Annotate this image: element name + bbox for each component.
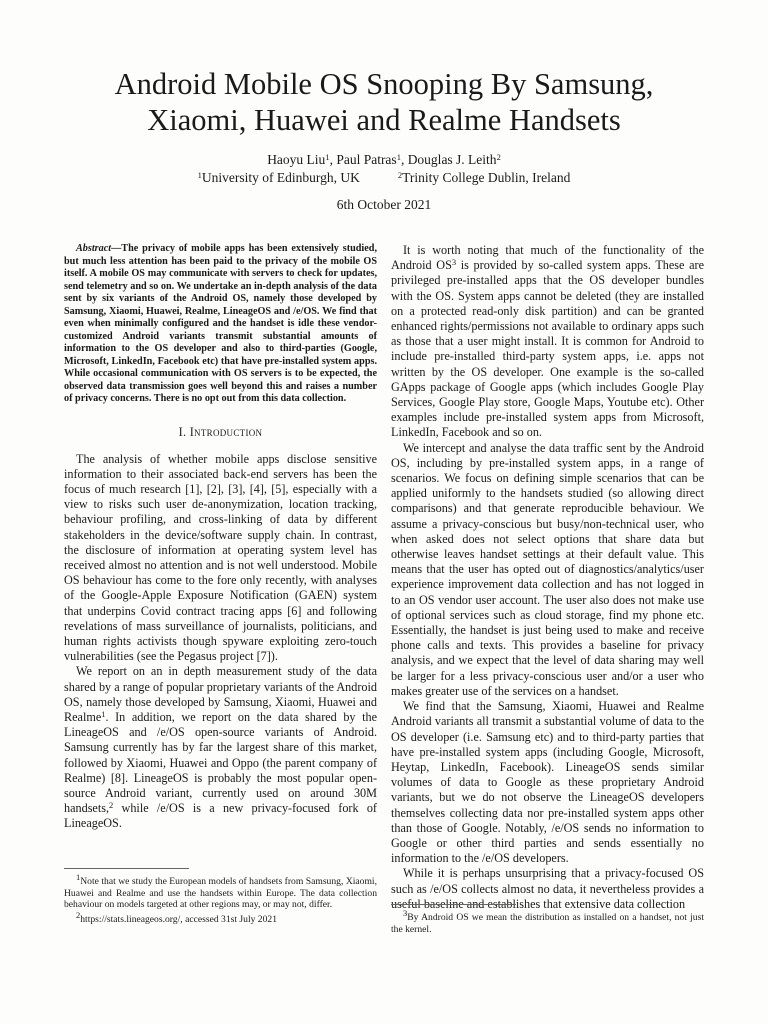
paragraph-text: is provided by so-called system apps. These are privileged pre-installed apps that the OS developer bundles with the OS. System apps cannot be deleted (they are installed on a protected read-only disk partition) and can be granted enhanced rights/permissions not available to ordinary apps such as those that a user might install. It is common for Android to include pre-installed third-party system apps, i.e. apps not written by the OS developer. One example is the so-called GApps package of Google apps (which includes Google Play Services, Google Play store, Google Maps, Youtube etc). Other examples include pre-installed system apps from Microsoft, LinkedIn, Facebook and so on.: [391, 258, 704, 440]
author-name: Paul Patras: [336, 152, 397, 167]
author-name: Douglas J. Leith: [407, 152, 497, 167]
footnote-mark: 3: [451, 257, 457, 268]
footnote: [64, 909, 377, 926]
title-line-1: Android Mobile OS Snooping By Samsung,: [114, 67, 654, 101]
left-column: [64, 243, 377, 832]
author-list: Haoyu Liu$^1$, Paul Patras$^1$, Douglas J. Leith$^2$: [267, 152, 501, 167]
footnote-text: https://stats.lineageos.org/, accessed 31st July 2021: [80, 913, 277, 925]
footnotes-left: [64, 868, 377, 928]
affiliations: [0, 169, 768, 186]
paper-date: 6th October 2021: [336, 197, 432, 212]
paragraph-text: It is worth noting that much of the functionality of the Android OS: [391, 243, 704, 273]
footnote-number: 1: [76, 872, 81, 882]
footnote: [64, 872, 377, 911]
abstract: [64, 243, 377, 406]
abstract-text: The privacy of mobile apps has been extensively studied, but much less attention has been paid to the privacy of the mobile OS itself. A mobile OS may communicate with servers to check for updates, send telemetry and so on. We undertake an in-depth analysis of the data sent by six variants of the Android OS, namely those developed by Samsung, Xiaomi, Huawei, Realme, LineageOS and /e/OS. We find that even when minimally configured and the handset is idle these vendor-customized Android variants transmit substantial amounts of information to the OS developer and also to third-parties (Google, Microsoft, LinkedIn, Facebook etc) that have pre-installed system apps. While occasional communication with OS servers is to be expected, the observed data transmission goes well beyond this and raises a number of privacy concerns. There is no opt out from this data collection.: [64, 243, 377, 404]
footnote-number: 3: [403, 908, 408, 918]
paragraph: The analysis of whether mobile apps disclose sensitive information to their associated back-end servers has been the focus of much research [1], [2], [3], [4], [5], especially with a view to risks such user de-anonymization, location tracking, behaviour profiling, and cross-linking of data by different stakeholders in the device/software supply chain. In contrast, the disclosure of information at operating system level has received almost no attention and is not well understood. Mobile OS behaviour has come to the fore only recently, with analyses of the Google-Apple Exposure Notification (GAEN) system that underpins Covid contract tracing apps [6] and following revelations of mass surveillance of journalists, politicians, and human rights activists though spyware exploiting zero-touch vulnerabilities (see the Pegasus project [7]).: [64, 451, 377, 664]
abstract-label: Abstract: [76, 243, 112, 254]
footnote-mark: 2: [109, 800, 114, 811]
title-line-2: Xiaomi, Huawei and Realme Handsets: [147, 103, 621, 137]
footnote-mark: 1: [101, 708, 106, 719]
paragraph-text: We report on an in depth measurement study of the data shared by a range of popular proprietary variants of the Android OS, namely those developed by Samsung, Xiaomi, Huawei and Realme: [64, 664, 377, 724]
right-column: [391, 243, 704, 912]
author-name: Haoyu Liu: [267, 152, 326, 167]
section-heading: I. Introduction: [178, 424, 263, 439]
author-affil-mark: 1: [396, 152, 401, 162]
paragraph: We find that the Samsung, Xiaomi, Huawei and Realme Android variants all transmit a substantial volume of data to the OS developer (i.e. Samsung etc) and to third-party parties that have pre-installed system apps (including Google, Microsoft, Heytap, LinkedIn, Facebook). LineageOS sends similar volumes of data to Google as these proprietary Android variants, but we do not observe the LineageOS developers themselves collecting data nor pre-installed system apps other than those of Google. Notably, /e/OS sends no information to Google or other third parties and sends essentially no information to the /e/OS developers.: [391, 699, 704, 866]
paragraph: While it is perhaps unsurprising that a privacy-focused OS such as /e/OS collects almost no data, it nevertheless provides a useful baseline and establishes that extensive data collection: [391, 866, 704, 911]
paragraph: We intercept and analyse the data traffic sent by the Android OS, including by pre-installed system apps, in a range of scenarios. We focus on defining simple scenarios that can be applied uniformly to the handsets studied (so allowing direct comparisons) and that generate reproducible behaviour. We assume a privacy-conscious but busy/non-technical user, who when asked does not select options that share data but otherwise leaves handset settings at their default value. This means that the user has opted out of diagnostics/analytics/user experience improvement data collection and has not logged in to an OS vendor user account. The user also does not make use of optional services such as cloud storage, find my phone etc. Essentially, the handset is just being used to make and receive phone calls and texts. This provides a baseline for privacy analysis, and we expect that the level of data sharing may well be larger for a less privacy-conscious user and/or a user who makes greater use of the services on a handset.: [391, 440, 704, 698]
affiliation: University of Edinburgh, UK: [201, 170, 360, 185]
author-affil-mark: 2: [496, 152, 501, 162]
author-affil-mark: 1: [325, 152, 330, 162]
paragraph: [64, 664, 377, 831]
footnote-text: Note that we study the European models of handsets from Samsung, Xiaomi, Huawei and Realme and use the handsets within Europe. The data collection behaviour on models targeted at other regions may, or may not, differ.: [64, 876, 377, 911]
footnote: [391, 908, 704, 935]
affil-mark: 2: [397, 170, 403, 180]
paper-title: [0, 66, 768, 138]
affil-mark: 1: [197, 170, 202, 180]
footnotes-right: [391, 904, 704, 938]
footnote-rule: [64, 868, 189, 869]
footnote-rule: [391, 904, 516, 905]
footnote-number: 2: [76, 909, 81, 920]
paragraph: [391, 243, 704, 441]
paragraph-text: . In addition, we report on the data shared by the LineageOS and /e/OS open-source variants of Android. Samsung currently has by far the largest share of this market, followed by Xiaomi, Huawei and Oppo (the parent company of Realme) [8]. LineageOS is probably the most popular open-source Android variant, currently used on around 30M handsets,: [64, 709, 377, 816]
footnote-text: By Android OS we mean the distribution as installed on a handset, not just the kernel.: [391, 912, 704, 935]
paragraph-text: while /e/OS is a new privacy-focused fork of LineageOS.: [64, 801, 377, 831]
affiliation: Trinity College Dublin, Ireland: [402, 170, 571, 185]
abstract-dash: —: [111, 243, 122, 254]
